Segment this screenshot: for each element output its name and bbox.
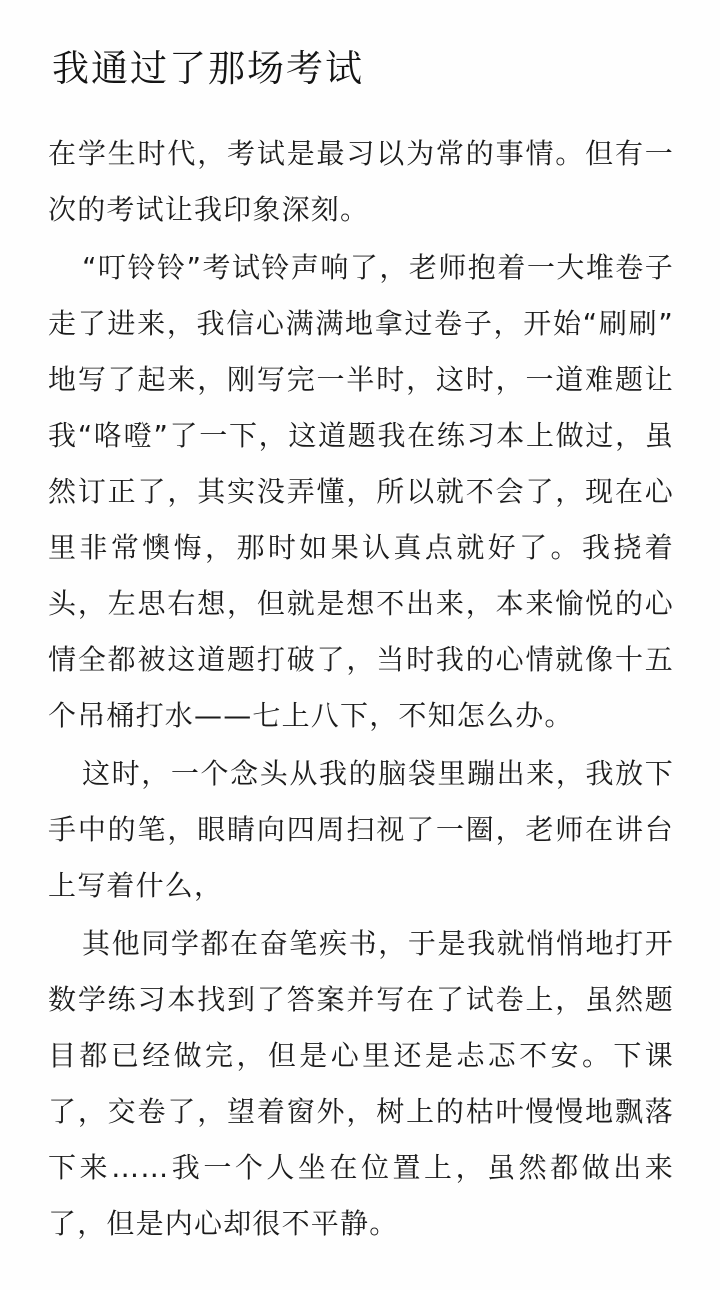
paragraph: 在学生时代，考试是最习以为常的事情。但有一次的考试让我印象深刻。 — [48, 137, 674, 227]
paragraph: “叮铃铃”考试铃声响了，老师抱着一大堆卷子走了进来，我信心满满地拿过卷子，开始“刷刷”地写了起来，刚写完一半时，这时，一道难题让我“咯噔”了一下，这道题我在练习本上做过，虽然订正了，其实没弄懂，所以就不会了，现在心里非常懊悔，那时如果认真点就好了。我挠着头，左思右想，但就是想不出来，本来愉悦的心情全都被这道题打破了，当时我的心情就像十五个吊桶打水——七上八下，不知怎么办。 — [48, 251, 674, 733]
paragraph: 其他同学都在奋笔疾书，于是我就悄悄地打开数学练习本找到了答案并写在了试卷上，虽然题目都已经做完，但是心里还是忐忑不安。下课了，交卷了，望着窗外，树上的枯叶慢慢地飘落下来……我一个人坐在位置上，虽然都做出来了，但是内心却很不平静。 — [48, 927, 674, 1241]
page-title: 我通过了那场考试 — [52, 47, 364, 90]
paragraph: 这时，一个念头从我的脑袋里蹦出来，我放下手中的笔，眼睛向四周扫视了一圈，老师在讲台上写着什么， — [48, 757, 674, 903]
article-body — [48, 126, 674, 1252]
